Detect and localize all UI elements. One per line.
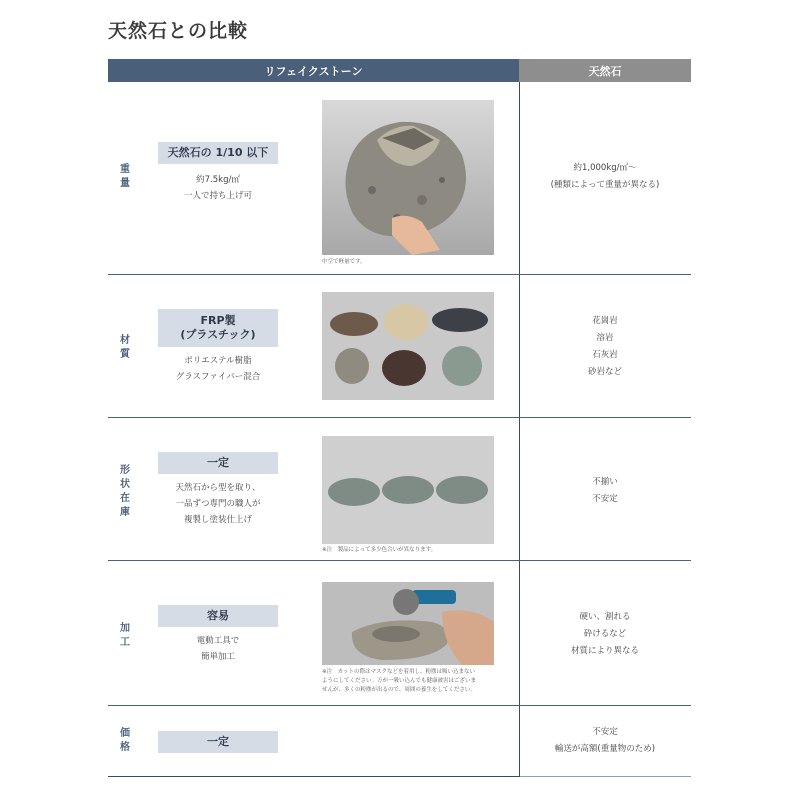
shape-photo-identical-stones (322, 436, 494, 544)
material-description: ポリエステル樹脂 グラスファイバー混合 (175, 356, 261, 382)
processing-highlight-box: 容易 (158, 605, 278, 627)
natural-price-text: 不安定 輸送が高額(重量物のため) (554, 727, 656, 754)
row-material (108, 275, 691, 418)
material-highlight-box: FRP製 (プラスチック) (158, 309, 278, 347)
processing-photo-cutting-stone (322, 582, 494, 665)
weight-photo-caption: 中空で軽量です。 (322, 259, 366, 265)
row-label-processing: 加 工 (120, 623, 130, 648)
row-label-price: 価 格 (120, 728, 130, 753)
row-shape-stock (108, 418, 691, 561)
natural-shape-text: 不揃い 不安定 (592, 477, 618, 504)
table-bottom-border (108, 776, 520, 777)
processing-photo-caption: ※注 カットの際はマスクなどを着用し、粉塵は吸い込まない ようにしてください。万が一吸い込んでも健康被害はございま せんが、多くの粉塵が出るので、周囲の養生をしてください。 (322, 669, 477, 693)
material-photo-stone-samples (322, 292, 494, 400)
column-header-natural-stone: 天然石 (519, 59, 691, 82)
shape-photo-caption: ※注 製品によって多少色合いが異なります。 (322, 547, 437, 553)
natural-weight-text: 約1,000kg/㎡～ (種類によって重量が異なる) (550, 163, 660, 190)
table-bottom-border-natural (520, 776, 691, 777)
weight-description: 約7.5kg/㎡ 一人で持ち上げ可 (183, 175, 252, 201)
row-processing (108, 561, 691, 706)
shape-description: 天然石から型を取り、 一品ずつ専門の職人が 複製し塗装仕上げ (175, 483, 261, 525)
column-header-refaice-stone: リフェイクストーン (108, 59, 519, 82)
row-weight (108, 82, 691, 275)
row-label-weight: 重 量 (120, 164, 130, 189)
natural-processing-text: 硬い、割れる 砕けるなど 材質により異なる (570, 612, 639, 656)
price-highlight-box: 一定 (158, 731, 278, 753)
natural-material-text: 花崗岩 溶岩 石灰岩 砂岩など (587, 316, 622, 377)
weight-photo-lifted-stone (322, 100, 494, 255)
shape-highlight-box: 一定 (158, 452, 278, 474)
processing-description: 電動工具で 簡単加工 (196, 636, 240, 662)
row-price (108, 706, 691, 776)
row-label-material: 材 質 (120, 335, 130, 360)
row-label-shape-stock: 形 状 在 庫 (120, 465, 130, 518)
page-title: 天然石との比較 (108, 20, 249, 42)
weight-highlight-box: 天然石の 1/10 以下 (158, 142, 278, 164)
